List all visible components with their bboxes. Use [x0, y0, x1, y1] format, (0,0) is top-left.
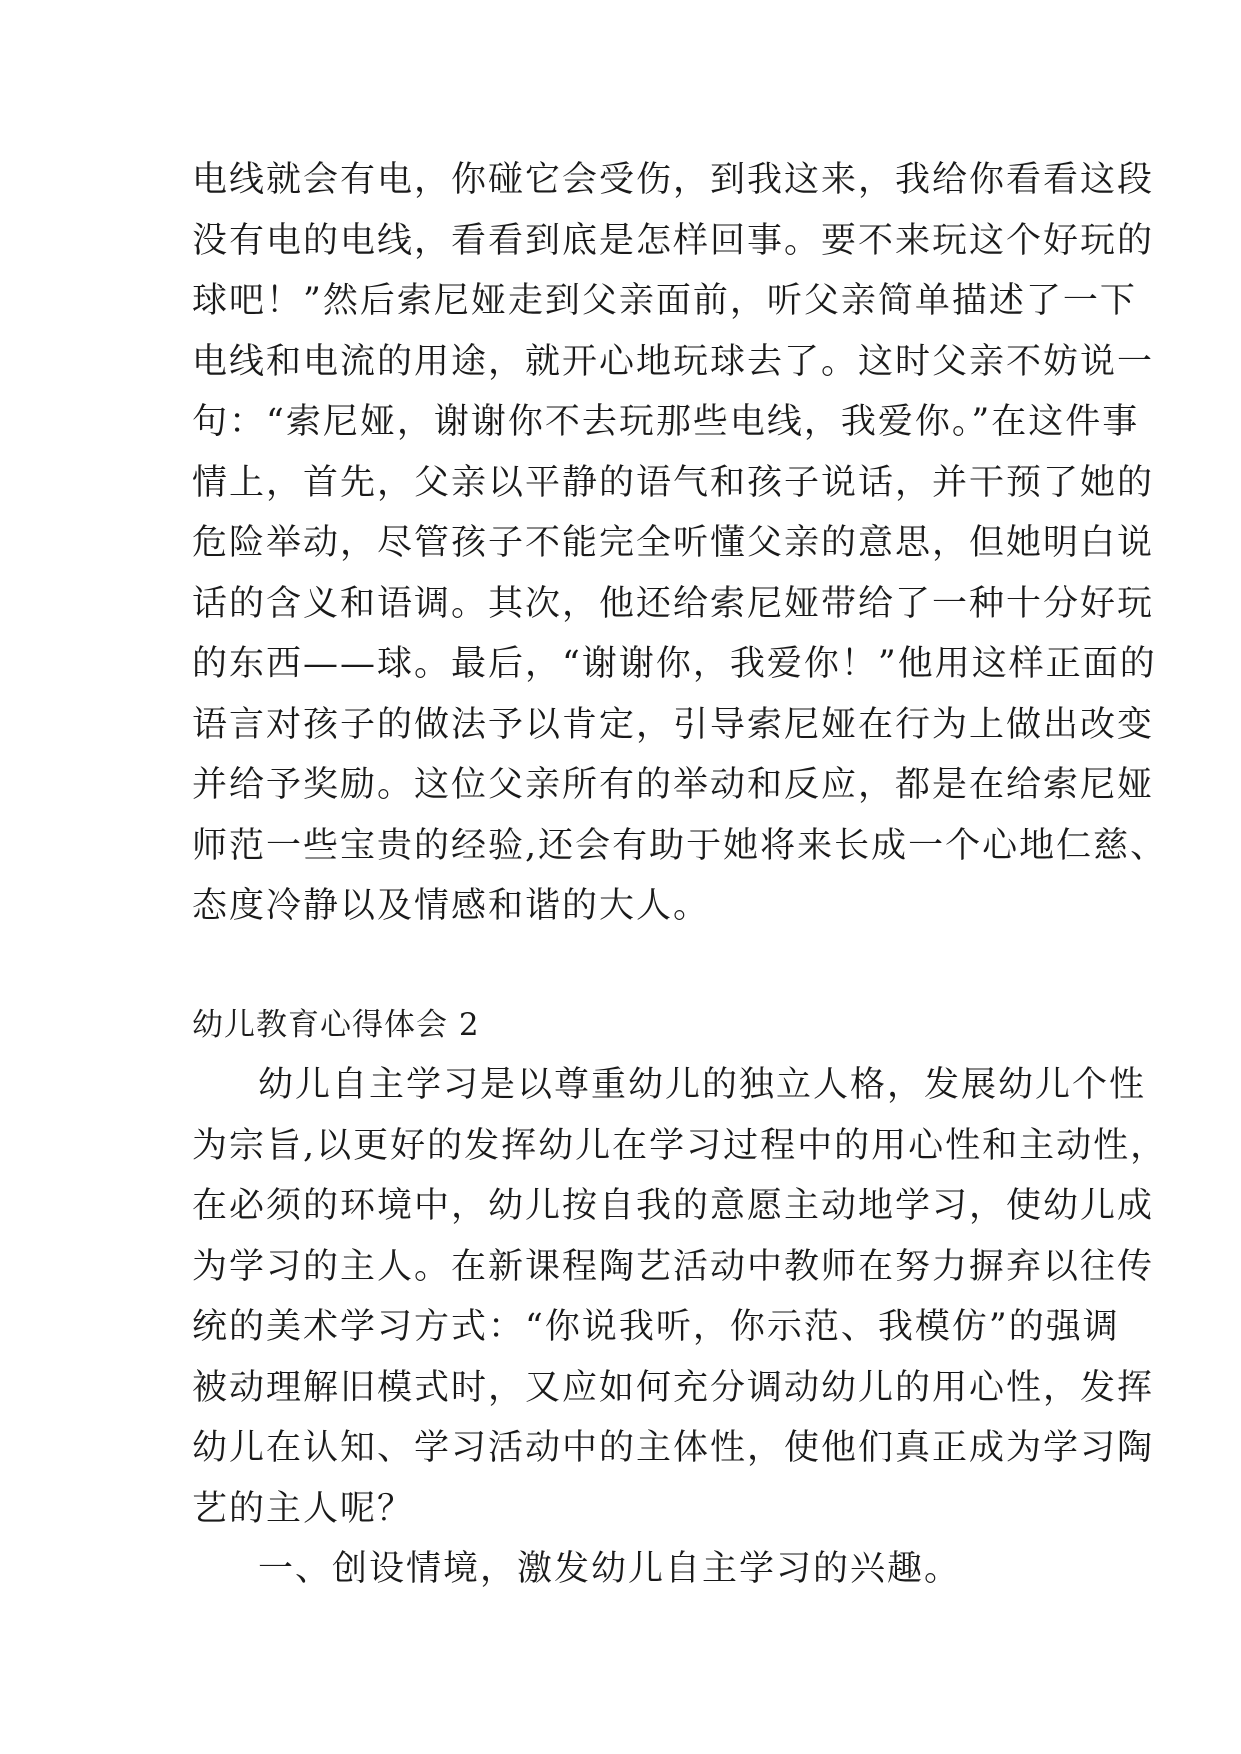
text-line: 句：“索尼娅，谢谢你不去玩那些电线，我爱你。”在这件事 [192, 402, 1140, 442]
text-line: 没有电的电线，看看到底是怎样回事。要不来玩这个好玩的 [192, 220, 1155, 261]
text-line: 语言对孩子的做法予以肯定，引导索尼娅在行为上做出改变 [192, 704, 1155, 745]
text-line: 在必须的环境中，幼儿按自我的意愿主动地学习，使幼儿成 [192, 1186, 1155, 1226]
document-page [192, 150, 1168, 1600]
text-line: 为宗旨,以更好的发挥幼儿在学习过程中的用心性和主动性， [192, 1125, 1168, 1166]
text-line: 被动理解旧模式时，又应如何充分调动幼儿的用心性，发挥 [192, 1367, 1155, 1408]
text-line: 情上，首先，父亲以平静的语气和孩子说话，并干预了她的 [192, 462, 1155, 503]
text-line: 为学习的主人。在新课程陶艺活动中教师在努力摒弃以往传 [192, 1246, 1155, 1287]
text-line: 话的含义和语调。其次，他还给索尼娅带给了一种十分好玩 [192, 583, 1155, 624]
text-line: 危险举动，尽管孩子不能完全听懂父亲的意思，但她明白说 [192, 523, 1155, 563]
text-line: 电线和电流的用途，就开心地玩球去了。这时父亲不妨说一 [192, 341, 1155, 382]
text-line: 并给予奖励。这位父亲所有的举动和反应，都是在给索尼娅 [192, 765, 1155, 805]
text-line: 的东西——球。最后，“谢谢你，我爱你！”他用这样正面的 [192, 644, 1157, 684]
text-line: 电线就会有电，你碰它会受伤，到我这来，我给你看看这段 [192, 160, 1155, 200]
paragraph-continued [192, 150, 1168, 937]
section-title: 幼儿教育心得体会 2 [192, 1006, 480, 1043]
blank-line [192, 937, 1054, 995]
text-line: 球吧！”然后索尼娅走到父亲面前，听父亲简单描述了一下 [192, 281, 1137, 321]
text-line: 幼儿自主学习是以尊重幼儿的独立人格，发展幼儿个性 [258, 1065, 1147, 1105]
text-line: 艺的主人呢？ [192, 1488, 415, 1529]
paragraph-intro [192, 1055, 1168, 1539]
text-line: 师范一些宝贵的经验,还会有助于她将来长成一个心地仁慈、 [192, 825, 1168, 866]
text-line: 统的美术学习方式：“你说我听，你示范、我模仿”的强调 [192, 1307, 1120, 1347]
text-line: 态度冷静以及情感和谐的大人。 [192, 886, 711, 926]
text-line: 幼儿在认知、学习活动中的主体性，使他们真正成为学习陶 [192, 1428, 1155, 1468]
subheading-point-one: 一、创设情境，激发幼儿自主学习的兴趣。 [258, 1549, 962, 1589]
